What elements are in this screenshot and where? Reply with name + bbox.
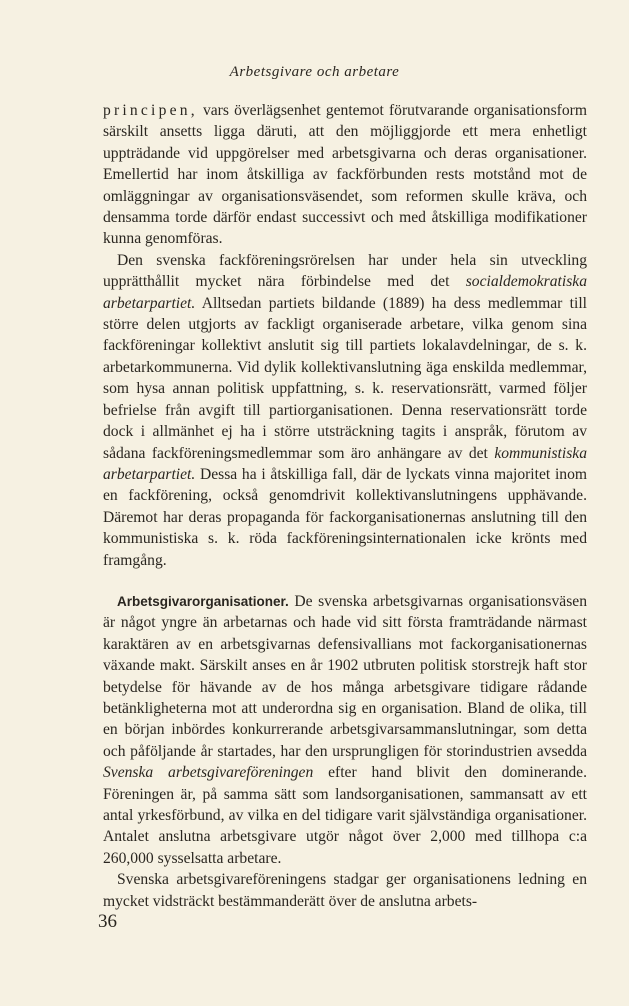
paragraph-text: Alltsedan partiets bildande (1889) ha dess medlemmar till större delen utgjorts av fackligt organiserade arbetare, vilka genom sina fackföreningar kollektivt anslutit sig till partiets lokalavdelningar, de s. k. arbetarkommunerna. Vid dylik kollektivanslutning äga enskilda medlemmar, som hysa annan politisk uppfattning, s. k. reservationsrätt, varmed följer befrielse från avgift till partiorganisationen. Denna reservationsrätt torde dock i allmänhet ej ha i större utsträckning tagits i anspråk, förutom av sådana fackföreningsmedlemmar som äro anhängare av det	[103, 294, 587, 462]
paragraph-1	[103, 100, 587, 250]
italic-term: socialdemokratiska arbetarpartiet.	[103, 273, 587, 312]
body-text	[103, 100, 587, 912]
paragraph-4	[103, 869, 587, 912]
paragraph-text: De svenska arbetsgivarnas organisationsväsen är något yngre än arbetarnas och hade vid sitt första framträdande närmast karaktären av en arbetsgivarnas defensivallians mot fackorganisationernas växande makt. Särskilt anses en år 1902 utbruten politisk storstrejk haft stor betydelse för hävande av de hos många arbetsgivare tidigare rådande betänkligheterna mot att underordna sig en organisation. Bland de olika, till en början inbördes konkurrerande arbetsgivarsammanslutningar, som detta och påföljande år startades, har den ursprungligen för storindustrien avsedda	[103, 592, 587, 760]
page-number: 36	[98, 911, 117, 932]
paragraph-text: efter hand blivit den dominerande. Föreningen är, på samma sätt som landsorganisationen, sammansatt av ett antal yrkesförbund, av vilka en del tidigare varit självständiga organisationer. Antalet anslutna arbetsgivare utgör något över 2,000 med tillhopa c:a 260,000 sysselsatta arbetare.	[103, 764, 587, 867]
section-heading: Arbetsgivarorganisationer.	[117, 593, 289, 609]
paragraph-text: Svenska arbetsgivareföreningens stadgar ger organisationens ledning en mycket vidsträckt bestämmanderätt över de anslutna arbets-	[103, 871, 587, 910]
italic-term: Svenska arbetsgivareföreningen	[103, 764, 314, 782]
running-header: Arbetsgivare och arbetare	[229, 64, 400, 80]
emphasized-word: principen,	[103, 102, 198, 119]
paragraph-text: Den svenska fackföreningsrörelsen har under hela sin utveckling upprätthållit mycket nära förbindelse med det	[103, 251, 587, 291]
paragraph-text: vars överlägsenhet gentemot förutvarande organisationsform särskilt ansetts ligga däruti, att den möjliggjorde ett mera enhetligt uppträdande vid uppgörelser med arbetsgivarna och deras organisationer. Emellertid har inom åtskilliga av fackförbunden rests motstånd mot de omläggningar av organisationsväsendet, som reformen skulle kräva, och densamma torde därför endast successivt och med åtskilliga modifikationer kunna genomföras.	[103, 102, 587, 248]
paragraph-2	[103, 250, 587, 571]
paragraph-3	[103, 591, 587, 869]
section-gap	[103, 571, 587, 591]
paragraph-text: Dessa ha i åtskilliga fall, där de lyckats vinna majoritet inom en fackförening, också genomdrivit kollektivanslutningens upphävande. Däremot har deras propaganda för fackorganisationernas anslutning till den kommunistiska s. k. röda fackföreningsinternationalen icke krönts med framgång.	[103, 465, 587, 569]
italic-term: kommunistiska arbetarpartiet.	[103, 444, 587, 483]
